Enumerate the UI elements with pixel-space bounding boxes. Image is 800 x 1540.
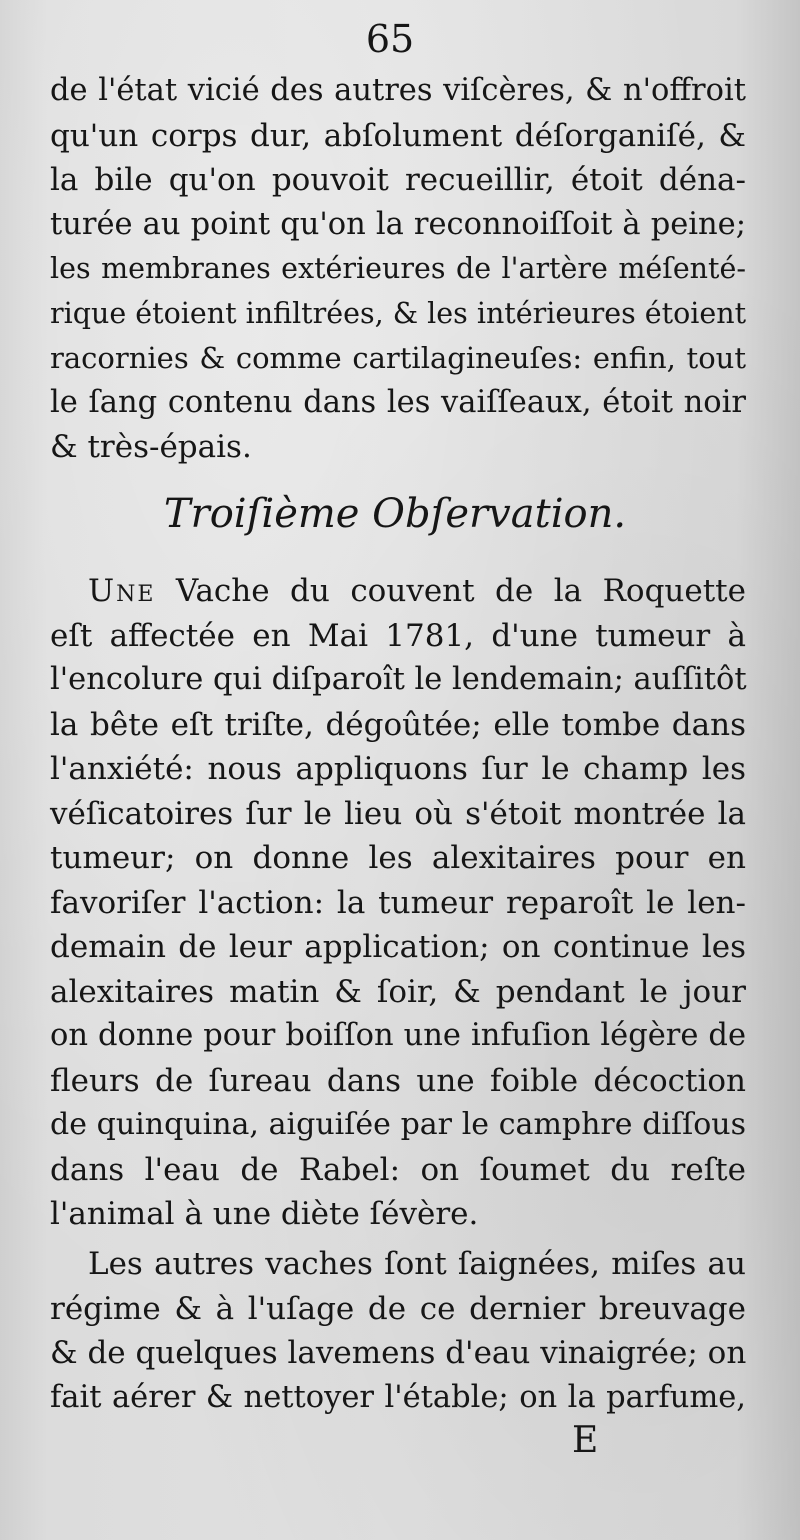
text-line: dans l'eau de Rabel: on ſoumet du reſte (50, 1151, 746, 1188)
text-line: l'animal à une diète ſévère. (50, 1196, 479, 1232)
text-line: alexitaires matin & ſoir, & pendant le jour (50, 973, 746, 1010)
text-line: la bile qu'on pouvoit recueillir, étoit déna- (50, 162, 746, 198)
text-line: la bête eſt triſte, dégoûtée; elle tombe dans (50, 706, 746, 743)
text-line: turée au point qu'on la reconnoiſſoit à peine; (50, 206, 746, 242)
text-line: l'encolure qui diſparoît le lendemain; auſſitôt (50, 662, 747, 697)
paragraph-observation (50, 569, 746, 1237)
text-line: eſt affectée en Mai 1781, d'une tumeur à (50, 617, 746, 654)
text-line: & très-épais. (50, 429, 252, 465)
text-line-first (50, 569, 746, 614)
text-line: tumeur; on donne les alexitaires pour en (50, 840, 746, 876)
text-line: favoriſer l'action: la tumeur reparoît le len- (50, 884, 746, 921)
text-line: rique étoient infiltrées, & les intérieures étoient (50, 296, 747, 330)
page-number: 65 (365, 17, 415, 61)
paragraph-continuation (50, 69, 746, 470)
signature-mark: E (572, 1420, 599, 1461)
text-line: de l'état vicié des autres viſcères, & n'offroit (50, 73, 746, 108)
section-heading: Troiſième Obſervation. (163, 491, 627, 537)
text-line: qu'un corps dur, abſolument déſorganiſé, & (50, 117, 746, 154)
text-line: & de quelques lavemens d'eau vinaigrée; on (50, 1335, 747, 1371)
drop-word: Une (88, 573, 156, 609)
text-line: régime & à l'uſage de ce dernier breuvage (50, 1290, 746, 1327)
text-line: les membranes extérieures de l'artère méſenté- (50, 252, 746, 285)
text-line: le ſang contenu dans les vaiſſeaux, étoit noir (50, 384, 746, 420)
first-line-text: Vache du couvent de la Roquette (155, 573, 746, 609)
text-line: Les autres vaches ſont ſaignées, miſes au (88, 1246, 746, 1282)
text-line: on donne pour boiſſon une infuſion légère de (50, 1018, 746, 1053)
text-line: de quinquina, aiguiſée par le camphre diſſous (50, 1107, 746, 1142)
text-line: demain de leur application; on continue les (50, 929, 746, 965)
text-line: racornies & comme cartilagineuſes: enfin, tout (50, 341, 746, 375)
paragraph-other-cows (50, 1242, 746, 1420)
text-line: fait aérer & nettoyer l'étable; on la parfume, (50, 1379, 746, 1415)
text-line: fleurs de ſureau dans une foible décoction (50, 1062, 746, 1099)
text-line: l'anxiété: nous appliquons ſur le champ les (50, 751, 746, 787)
text-line: véſicatoires ſur le lieu où s'étoit montrée la (50, 795, 746, 832)
